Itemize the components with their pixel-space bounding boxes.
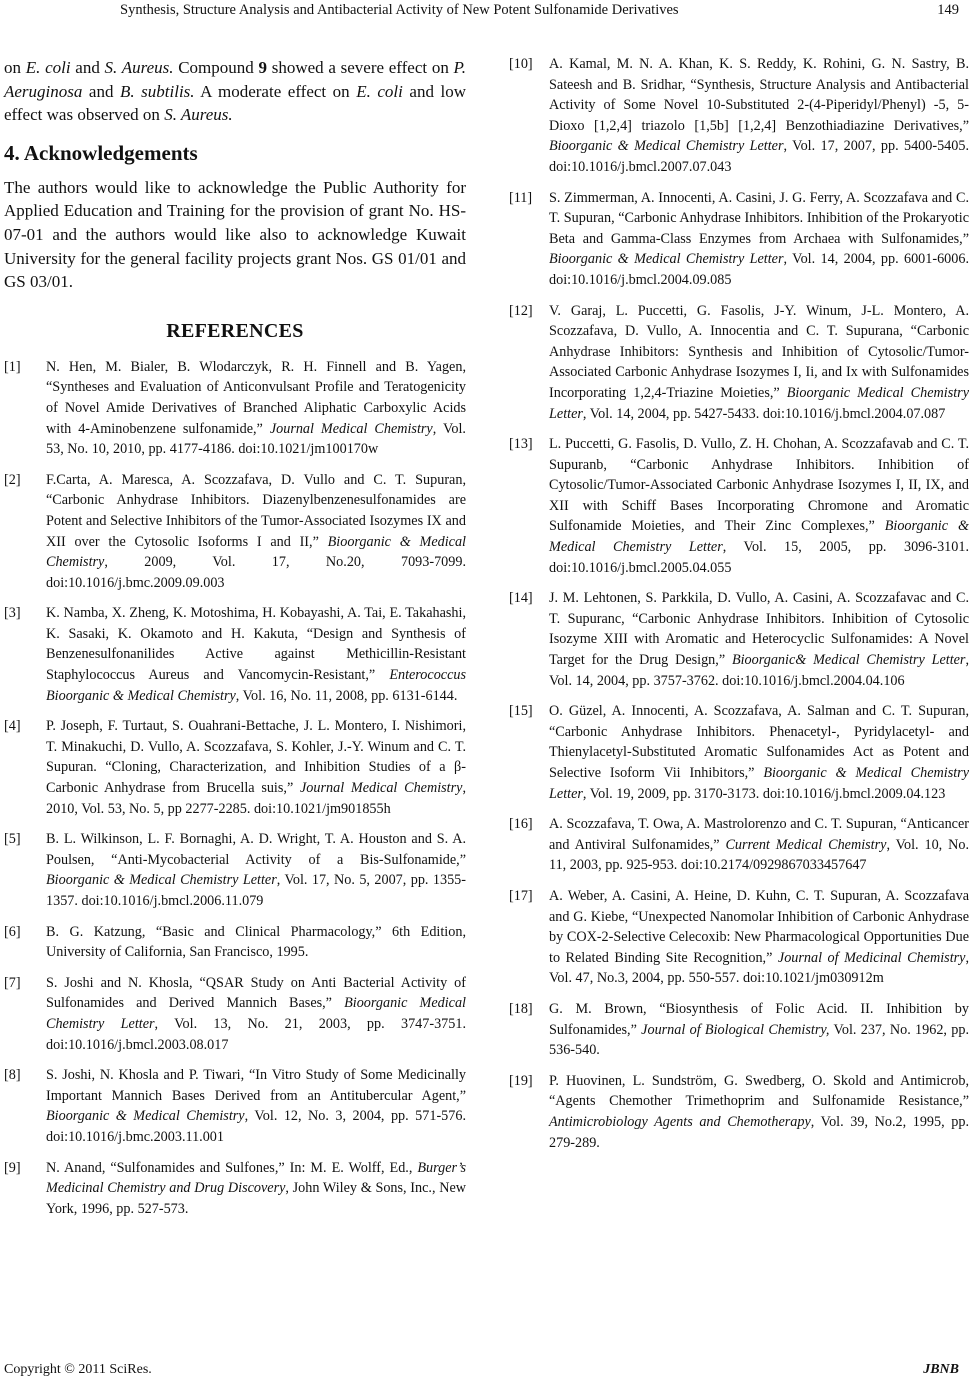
- reference-text: N. Hen, M. Bialer, B. Wlodarczyk, R. H. Finnell and B. Yagen, “Syntheses and Evaluation of Anticonvulsant Profile and Teratogenicity of Novel Amide Derivatives of Branched Aliphatic Carboxylic Acids with 4-Aminobenzene sulfonamide,” Journal Medical Chemistry, Vol. 53, No. 10, 2010, pp. 4177-4186. doi:10.1021/jm100170w: [46, 358, 466, 458]
- reference-text: B. L. Wilkinson, L. F. Bornaghi, A. D. Wright, T. A. Houston and S. A. Poulsen, “Anti-Mycobacterial Activity of a Bis-Sulfonamide,” Bioorganic & Medical Chemistry Letter, Vol. 17, No. 5, 2007, pp. 1355-1357. doi:10.1016/j.bmcl.2006.11.079: [46, 831, 466, 909]
- reference-item: [4, 922, 466, 963]
- reference-text: A. Scozzafava, T. Owa, A. Mastrolorenzo and C. T. Supuran, “Anticancer and Antiviral Sulfonamides,” Current Medical Chemistry, Vol. 10, No. 11, 2003, pp. 925-953. doi:10.2174/0929867033457647: [549, 816, 969, 874]
- reference-text: F.Carta, A. Maresca, A. Scozzafava, D. Vullo and C. T. Supuran, “Carbonic Anhydrase Inhibitors. Diazenylbenzenesulfonamides are Potent and Selective Inhibitors of the Tumor-Associated Isozymes IX and XII over the Cytosolic Isoforms I and II,” Bioorganic & Medical Chemistry, 2009, Vol. 17, No.20, 7093-7099. doi:10.1016/j.bmc.2009.09.003: [46, 471, 466, 591]
- intro-paragraph: on E. coli and S. Aureus. Compound 9 showed a severe effect on P. Aeruginosa and B. subtilis. A moderate effect on E. coli and low effect was observed on S. Aureus.: [4, 58, 466, 125]
- journal-name: Journal Medical Chemistry: [300, 780, 463, 797]
- right-column: [509, 54, 969, 1163]
- page-number: 149: [937, 2, 959, 18]
- reference-item: [509, 999, 969, 1061]
- reference-number: [11]: [509, 189, 533, 206]
- reference-number: [12]: [509, 302, 533, 319]
- reference-number: [6]: [4, 923, 21, 940]
- reference-item: [509, 188, 969, 291]
- reference-list-left: [4, 357, 466, 1220]
- reference-item: [4, 1158, 466, 1220]
- acknowledgements-heading: 4. Acknowledgements: [4, 140, 198, 165]
- reference-item: [509, 301, 969, 425]
- reference-text: K. Namba, X. Zheng, K. Motoshima, H. Kobayashi, A. Tai, E. Takahashi, K. Sasaki, K. Okamoto and H. Kakuta, “Design and Synthesis of Benzenesulfonanilides Active against Methicillin-Resistant Staphylococcus Aureus and Vancomycin-Resistant,” Enterococcus Bioorganic & Medical Chemistry, Vol. 16, No. 11, 2008, pp. 6131-6144.: [46, 605, 466, 704]
- reference-text: S. Joshi, N. Khosla and P. Tiwari, “In Vitro Study of Some Medicinally Important Mannich Bases Derived from an Antitubercular Agent,” Bioorganic & Medical Chemistry, Vol. 12, No. 3, 2004, pp. 571-576. doi:10.1016/j.bmc.2003.11.001: [46, 1067, 466, 1145]
- reference-item: [509, 814, 969, 876]
- reference-item: [509, 1071, 969, 1153]
- journal-name: Current Medical Chemistry: [725, 836, 887, 853]
- acknowledgements-text: The authors would like to acknowledge the Public Authority for Applied Education and Training for the provision of grant No. HS-07-01 and the authors would like also to acknowledge Kuwait University for the general facility projects grant Nos. GS 01/01 and GS 03/01.: [4, 177, 466, 292]
- page-header: [0, 0, 971, 24]
- journal-name: Bioorganic & Medical Chemistry Letter: [549, 518, 969, 556]
- page-footer: [4, 1362, 959, 1382]
- reference-number: [17]: [509, 887, 533, 904]
- running-title: Synthesis, Structure Analysis and Antibacterial Activity of New Potent Sulfonamide Derivatives: [120, 2, 679, 18]
- copyright-notice: Copyright © 2011 SciRes.: [4, 1362, 152, 1377]
- reference-text: B. G. Katzung, “Basic and Clinical Pharmacology,” 6th Edition, University of California, San Francisco, 1995.: [46, 923, 466, 961]
- journal-name: Bioorganic & Medical Chemistry: [46, 1108, 245, 1125]
- reference-number: [8]: [4, 1067, 21, 1084]
- reference-item: [509, 588, 969, 691]
- reference-text: A. Kamal, M. N. A. Khan, K. S. Reddy, K. Rohini, G. N. Sastry, B. Sateesh and B. Sridhar, “Synthesis, Structure Analysis and Antibacterial Activity of Some Novel 10-Substituted 2-(4-Piperidyl/Phenyl) -5, 5-Dioxo [1,2,4] triazolo [1,5b] [1,2,4] Benzothiadiazine Derivatives,” Bioorganic & Medical Chemistry Letter, Vol. 17, 2007, pp. 5400-5405. doi:10.1016/j.bmcl.2007.07.043: [549, 56, 970, 175]
- journal-name: Journal of Medicinal Chemistry: [777, 949, 966, 966]
- reference-item: [4, 470, 466, 594]
- journal-name: Bioorganic & Medical Chemistry Letter: [46, 872, 277, 889]
- reference-text: G. M. Brown, “Biosynthesis of Folic Acid. II. Inhibition by Sulfonamides,” Journal of Biological Chemistry, Vol. 237, No. 1962, pp. 536-540.: [549, 1000, 969, 1059]
- reference-item: [4, 357, 466, 460]
- reference-number: [14]: [509, 590, 533, 607]
- journal-name: Journal of Biological Chemistry,: [641, 1021, 830, 1038]
- reference-number: [1]: [4, 358, 21, 375]
- reference-text: A. Weber, A. Casini, A. Heine, D. Kuhn, C. T. Supuran, A. Scozzafava and G. Kiebe, “Unexpected Nanomolar Inhibition of Carbonic Anhydrase by COX-2-Selective Celecoxib: New Pharmacological Opportunities Due to Related Binding Site Recognition,” Journal of Medicinal Chemistry, Vol. 47, No.3, 2004, pp. 550-557. doi:10.1021/jm030912m: [549, 887, 969, 987]
- reference-number: [5]: [4, 831, 21, 848]
- reference-number: [3]: [4, 605, 21, 622]
- reference-item: [509, 886, 969, 989]
- reference-item: [4, 829, 466, 911]
- reference-number: [7]: [4, 974, 21, 991]
- journal-name: Bioorganic& Medical Chemistry Letter: [731, 652, 966, 669]
- journal-name: Bioorganic Medical Chemistry Letter: [549, 384, 969, 422]
- journal-name: Bioorganic & Medical Chemistry: [46, 533, 466, 571]
- journal-name: Enterococcus Bioorganic & Medical Chemistry: [46, 667, 466, 704]
- reference-number: [4]: [4, 718, 21, 735]
- reference-text: V. Garaj, L. Puccetti, G. Fasolis, J-Y. Winum, J-L. Montero, A. Scozzafava, D. Vullo, A. Innocentia and C. T. Supurana, “Carbonic Anhydrase Inhibitors: Synthesis and Inhibition of Cytosolic/Tumor-Associated Carbonic Anhydrase Isozymes I, Ii, and Ix with Sulfonamides Incorporating 1,2,4-Triazine Moieties,” Bioorganic Medical Chemistry Letter, Vol. 14, 2004, pp. 5427-5433. doi:10.1016/j.bmcl.2004.07.087: [549, 302, 969, 422]
- reference-text: O. Güzel, A. Innocenti, A. Scozzafava, A. Salman and C. T. Supuran, “Carbonic Anhydrase Inhibitors. Phenacetyl-, Pyridylacetyl- and Thienylacetyl-Substituted Aromatic Sulfonamides Act as Potent and Selective Isoform Vii Inhibitors,” Bioorganic & Medical Chemistry Letter, Vol. 19, 2009, pp. 3170-3173. doi:10.1016/j.bmcl.2009.04.123: [549, 703, 970, 802]
- reference-text: J. M. Lehtonen, S. Parkkila, D. Vullo, A. Casini, A. Scozzafavac and C. T. Supuranc, “Carbonic Anhydrase Inhibitors. Inhibition of Cytosolic Isozyme XIII with Aromatic and Heterocyclic Sulfonamides: A Novel Target for the Drug Design,” Bioorganic& Medical Chemistry Letter, Vol. 14, 2004, pp. 3757-3762. doi:10.1016/j.bmcl.2004.04.106: [549, 590, 970, 689]
- reference-item: [509, 434, 969, 578]
- journal-name: Bioorganic & Medical Chemistry Letter: [549, 251, 784, 268]
- journal-name: Antimicrobiology Agents and Chemotherapy: [549, 1113, 811, 1130]
- reference-number: [9]: [4, 1159, 21, 1176]
- journal-name: Bioorganic & Medical Chemistry Letter: [549, 765, 970, 802]
- reference-text: L. Puccetti, G. Fasolis, D. Vullo, Z. H. Chohan, A. Scozzafavab and C. T. Supuranb, “Carbonic Anhydrase Inhibitors. Inhibition of Cytosolic/Tumor-Associated Carbonic Anhydrase Isozymes I, II, IX, and XII with Schiff Bases Incorporating Chromone and Aromatic Sulfonamide Moieties, and Their Zinc Complexes,” Bioorganic & Medical Chemistry Letter, Vol. 15, 2005, pp. 3096-3101. doi:10.1016/j.bmcl.2005.04.055: [549, 436, 970, 576]
- left-column: [4, 56, 466, 1229]
- reference-text: N. Anand, “Sulfonamides and Sulfones,” In: M. E. Wolff, Ed., Burger’s Medicinal Chemistry and Drug Discovery, John Wiley & Sons, Inc., New York, 1996, pp. 527-573.: [46, 1159, 466, 1217]
- reference-list-right: [509, 54, 969, 1153]
- journal-name: Bioorganic & Medical Chemistry Letter: [549, 138, 784, 155]
- reference-number: [10]: [509, 56, 533, 72]
- reference-item: [509, 54, 969, 178]
- reference-number: [18]: [509, 1000, 533, 1017]
- reference-text: P. Huovinen, L. Sundström, G. Swedberg, O. Skold and Antimicrob, “Agents Chemother Trimethoprim and Sulfonamide Resistance,” Antimicrobiology Agents and Chemotherapy, Vol. 39, No.2, 1995, pp. 279-289.: [549, 1072, 969, 1151]
- reference-number: [13]: [509, 436, 533, 453]
- reference-text: S. Zimmerman, A. Innocenti, A. Casini, J. G. Ferry, A. Scozzafava and C. T. Supuran, “Carbonic Anhydrase Inhibitors. Inhibition of the Prokaryotic Beta and Gamma-Class Enzymes from Archaea with Sulfonamides,” Bioorganic & Medical Chemistry Letter, Vol. 14, 2004, pp. 6001-6006. doi:10.1016/j.bmcl.2004.09.085: [549, 189, 970, 288]
- reference-item: [4, 973, 466, 1055]
- reference-number: [2]: [4, 471, 21, 488]
- reference-text: S. Joshi and N. Khosla, “QSAR Study on Anti Bacterial Activity of Sulfonamides and Derived Mannich Bases,” Bioorganic Medical Chemistry Letter, Vol. 13, No. 21, 2003, pp. 3747-3751. doi:10.1016/j.bmcl.2003.08.017: [46, 974, 466, 1053]
- journal-name: Journal Medical Chemistry: [269, 420, 433, 437]
- reference-item: [4, 716, 466, 819]
- reference-item: [509, 701, 969, 804]
- journal-name: Bioorganic Medical Chemistry Letter: [46, 995, 466, 1032]
- reference-number: [16]: [509, 816, 533, 833]
- journal-name: Burger’s Medicinal Chemistry and Drug Discovery: [46, 1159, 466, 1197]
- journal-abbreviation: JBNB: [923, 1362, 959, 1377]
- reference-item: [4, 1065, 466, 1147]
- references-heading: REFERENCES: [166, 319, 304, 342]
- reference-number: [19]: [509, 1072, 533, 1089]
- reference-number: [15]: [509, 703, 533, 720]
- reference-item: [4, 603, 466, 706]
- reference-text: P. Joseph, F. Turtaut, S. Ouahrani-Bettache, J. L. Montero, I. Nishimori, T. Minakuchi, D. Vullo, A. Scozzafava, S. Kohler, J.-Y. Winum and C. T. Supuran. “Cloning, Characterization, and Inhibition Studies of a β-Carbonic Anhydrase from Brucella suis,” Journal Medical Chemistry, 2010, Vol. 53, No. 5, pp 2277-2285. doi:10.1021/jm901855h: [46, 718, 466, 817]
